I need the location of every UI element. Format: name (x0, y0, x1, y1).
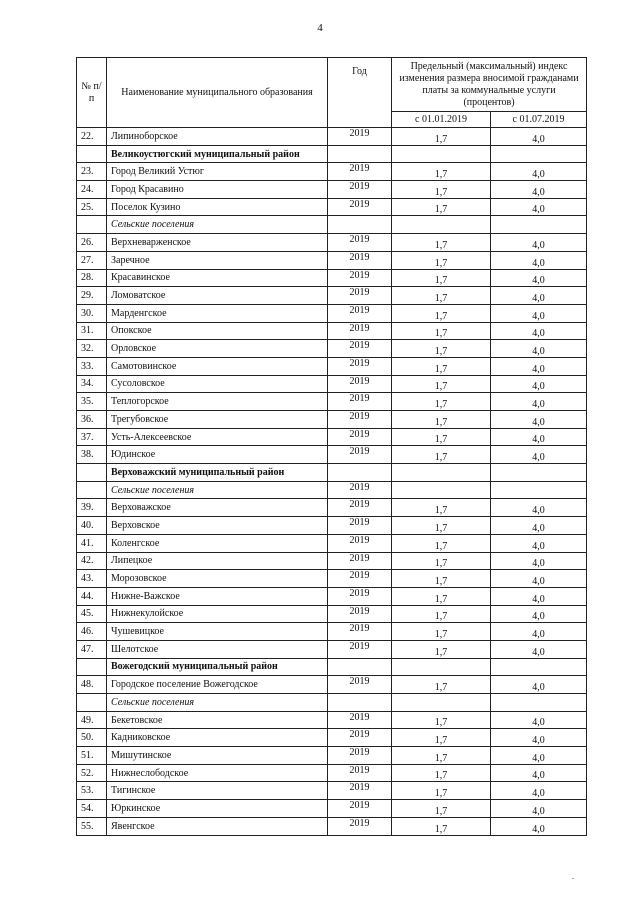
table-row (77, 304, 587, 322)
index-jan-cell: 1,7 (392, 676, 491, 694)
header-name: Наименование муниципального образования (107, 58, 328, 128)
table-row (77, 393, 587, 411)
index-jul-cell: 4,0 (491, 817, 587, 835)
municipality-name: Сельские поселения (107, 481, 328, 499)
table-row (77, 711, 587, 729)
index-jul-cell: 4,0 (491, 499, 587, 517)
index-jul-cell: 4,0 (491, 128, 587, 146)
index-jan-cell: 1,7 (392, 269, 491, 287)
row-number: 25. (77, 198, 107, 216)
table-row (77, 605, 587, 623)
index-jul-cell: 4,0 (491, 800, 587, 818)
year-cell: 2019 (328, 587, 392, 605)
index-jan-cell (392, 481, 491, 499)
index-jul-cell: 4,0 (491, 322, 587, 340)
row-number: 50. (77, 729, 107, 747)
index-jul-cell: 4,0 (491, 517, 587, 535)
table-row (77, 446, 587, 464)
year-cell: 2019 (328, 251, 392, 269)
index-jul-cell: 4,0 (491, 269, 587, 287)
table-row (77, 269, 587, 287)
year-cell: 2019 (328, 287, 392, 305)
municipality-name: Бекетовское (107, 711, 328, 729)
index-jan-cell: 1,7 (392, 357, 491, 375)
year-cell (328, 145, 392, 163)
table-row (77, 198, 587, 216)
municipality-name: Липиноборское (107, 128, 328, 146)
municipality-name: Марденгское (107, 304, 328, 322)
municipality-name: Кадниковское (107, 729, 328, 747)
municipality-name: Чушевицкое (107, 623, 328, 641)
index-jan-cell: 1,7 (392, 711, 491, 729)
table-row (77, 128, 587, 146)
index-jul-cell: 4,0 (491, 163, 587, 181)
subheading-row (77, 216, 587, 234)
index-jul-cell: 4,0 (491, 711, 587, 729)
year-cell: 2019 (328, 570, 392, 588)
year-cell: 2019 (328, 711, 392, 729)
row-number: 53. (77, 782, 107, 800)
row-number: 30. (77, 304, 107, 322)
municipality-name: Верховажское (107, 499, 328, 517)
table-row (77, 340, 587, 358)
index-jan-cell: 1,7 (392, 782, 491, 800)
year-cell: 2019 (328, 534, 392, 552)
municipality-name: Явенгское (107, 817, 328, 835)
index-jul-cell (491, 216, 587, 234)
year-cell: 2019 (328, 782, 392, 800)
year-cell: 2019 (328, 428, 392, 446)
municipality-name: Великоустюгский муниципальный район (107, 145, 328, 163)
index-jan-cell: 1,7 (392, 747, 491, 765)
table-row (77, 800, 587, 818)
index-jul-cell (491, 658, 587, 676)
municipality-name: Самотовинское (107, 357, 328, 375)
table-row (77, 552, 587, 570)
row-number: 55. (77, 817, 107, 835)
district-row (77, 145, 587, 163)
municipality-name: Сусоловское (107, 375, 328, 393)
index-jul-cell: 4,0 (491, 304, 587, 322)
index-jul-cell: 4,0 (491, 251, 587, 269)
table-body (77, 128, 587, 836)
index-jan-cell: 1,7 (392, 304, 491, 322)
row-number: 24. (77, 181, 107, 199)
municipality-name: Мишутинское (107, 747, 328, 765)
row-number: 49. (77, 711, 107, 729)
index-jul-cell: 4,0 (491, 623, 587, 641)
index-jul-cell: 4,0 (491, 605, 587, 623)
header-index: Предельный (максимальный) индекс изменения размера вносимой гражданами платы за коммунальные услуги (процентов) (392, 58, 587, 112)
table-row (77, 181, 587, 199)
row-number: 52. (77, 764, 107, 782)
index-jul-cell: 4,0 (491, 782, 587, 800)
year-cell: 2019 (328, 764, 392, 782)
municipality-name: Заречное (107, 251, 328, 269)
index-jul-cell: 4,0 (491, 534, 587, 552)
index-jul-cell: 4,0 (491, 411, 587, 429)
index-jul-cell: 4,0 (491, 375, 587, 393)
index-jan-cell (392, 145, 491, 163)
year-cell: 2019 (328, 817, 392, 835)
row-number (77, 216, 107, 234)
index-jan-cell: 1,7 (392, 764, 491, 782)
table-row (77, 640, 587, 658)
table-row (77, 375, 587, 393)
index-jan-cell: 1,7 (392, 393, 491, 411)
tariff-index-table (76, 57, 587, 836)
year-cell: 2019 (328, 375, 392, 393)
index-jan-cell: 1,7 (392, 587, 491, 605)
municipality-name: Нижнекулойское (107, 605, 328, 623)
municipality-name: Ломоватское (107, 287, 328, 305)
row-number: 40. (77, 517, 107, 535)
table-row (77, 499, 587, 517)
year-cell: 2019 (328, 729, 392, 747)
index-jan-cell: 1,7 (392, 800, 491, 818)
page-number: 4 (317, 22, 323, 34)
index-jan-cell: 1,7 (392, 534, 491, 552)
index-jul-cell: 4,0 (491, 446, 587, 464)
row-number: 45. (77, 605, 107, 623)
row-number: 54. (77, 800, 107, 818)
municipality-name: Морозовское (107, 570, 328, 588)
index-jul-cell: 4,0 (491, 181, 587, 199)
index-jul-cell: 4,0 (491, 587, 587, 605)
municipality-name: Сельские поселения (107, 216, 328, 234)
header-date2: с 01.07.2019 (491, 112, 587, 128)
municipality-name: Город Великий Устюг (107, 163, 328, 181)
table-row (77, 251, 587, 269)
index-jul-cell: 4,0 (491, 234, 587, 252)
index-jan-cell: 1,7 (392, 287, 491, 305)
table-row (77, 587, 587, 605)
table-row (77, 729, 587, 747)
municipality-name: Поселок Кузино (107, 198, 328, 216)
row-number (77, 658, 107, 676)
year-cell: 2019 (328, 322, 392, 340)
index-jul-cell (491, 694, 587, 712)
table-row (77, 570, 587, 588)
header-num: № п/п (77, 58, 107, 128)
index-jul-cell (491, 464, 587, 482)
row-number: 32. (77, 340, 107, 358)
municipality-name: Нижнеслободское (107, 764, 328, 782)
row-number: 51. (77, 747, 107, 765)
year-cell (328, 694, 392, 712)
index-jan-cell: 1,7 (392, 411, 491, 429)
year-cell: 2019 (328, 640, 392, 658)
year-cell: 2019 (328, 676, 392, 694)
table-row (77, 163, 587, 181)
index-jan-cell (392, 464, 491, 482)
year-cell: 2019 (328, 446, 392, 464)
year-cell: 2019 (328, 198, 392, 216)
header-date1: с 01.01.2019 (392, 112, 491, 128)
index-jul-cell: 4,0 (491, 198, 587, 216)
index-jan-cell (392, 216, 491, 234)
year-cell: 2019 (328, 623, 392, 641)
subheading-row (77, 694, 587, 712)
row-number: 43. (77, 570, 107, 588)
municipality-name: Опокское (107, 322, 328, 340)
table-row (77, 676, 587, 694)
year-cell: 2019 (328, 234, 392, 252)
municipality-name: Орловское (107, 340, 328, 358)
row-number: 34. (77, 375, 107, 393)
index-jul-cell (491, 481, 587, 499)
municipality-name: Красавинское (107, 269, 328, 287)
index-jan-cell: 1,7 (392, 234, 491, 252)
year-cell: 2019 (328, 481, 392, 499)
municipality-name: Трегубовское (107, 411, 328, 429)
municipality-name: Юдинское (107, 446, 328, 464)
row-number: 38. (77, 446, 107, 464)
municipality-name: Верхневарженское (107, 234, 328, 252)
year-cell: 2019 (328, 393, 392, 411)
index-jan-cell (392, 658, 491, 676)
index-jan-cell: 1,7 (392, 375, 491, 393)
municipality-name: Городское поселение Вожегодское (107, 676, 328, 694)
municipality-name: Коленгское (107, 534, 328, 552)
year-cell: 2019 (328, 340, 392, 358)
municipality-name: Сельские поселения (107, 694, 328, 712)
table-row (77, 534, 587, 552)
row-number: 31. (77, 322, 107, 340)
row-number: 33. (77, 357, 107, 375)
table-row (77, 517, 587, 535)
index-jul-cell: 4,0 (491, 287, 587, 305)
row-number (77, 145, 107, 163)
municipality-name: Вожегодский муниципальный район (107, 658, 328, 676)
municipality-name: Нижне-Важское (107, 587, 328, 605)
district-row (77, 464, 587, 482)
municipality-name: Липецкое (107, 552, 328, 570)
index-jul-cell: 4,0 (491, 340, 587, 358)
municipality-name: Тигинское (107, 782, 328, 800)
index-jul-cell: 4,0 (491, 570, 587, 588)
index-jul-cell: 4,0 (491, 357, 587, 375)
table-row (77, 322, 587, 340)
row-number: 27. (77, 251, 107, 269)
index-jan-cell: 1,7 (392, 623, 491, 641)
table-row (77, 287, 587, 305)
table-row (77, 234, 587, 252)
index-jul-cell: 4,0 (491, 393, 587, 411)
row-number: 22. (77, 128, 107, 146)
year-cell (328, 658, 392, 676)
row-number (77, 694, 107, 712)
year-cell: 2019 (328, 163, 392, 181)
index-jan-cell: 1,7 (392, 198, 491, 216)
index-jan-cell: 1,7 (392, 605, 491, 623)
index-jan-cell (392, 694, 491, 712)
index-jan-cell: 1,7 (392, 251, 491, 269)
index-jul-cell: 4,0 (491, 747, 587, 765)
year-cell (328, 464, 392, 482)
header-year: Год (328, 58, 392, 128)
year-cell: 2019 (328, 304, 392, 322)
municipality-name: Теплогорское (107, 393, 328, 411)
row-number: 23. (77, 163, 107, 181)
municipality-name: Юркинское (107, 800, 328, 818)
footer-mark: . (572, 872, 574, 881)
index-jan-cell: 1,7 (392, 640, 491, 658)
municipality-name: Верховажский муниципальный район (107, 464, 328, 482)
row-number: 28. (77, 269, 107, 287)
table-row (77, 782, 587, 800)
year-cell: 2019 (328, 605, 392, 623)
index-jan-cell: 1,7 (392, 517, 491, 535)
row-number (77, 481, 107, 499)
index-jul-cell: 4,0 (491, 640, 587, 658)
municipality-name: Верховское (107, 517, 328, 535)
index-jan-cell: 1,7 (392, 570, 491, 588)
index-jan-cell: 1,7 (392, 340, 491, 358)
table-row (77, 428, 587, 446)
table-row (77, 747, 587, 765)
row-number (77, 464, 107, 482)
index-jul-cell (491, 145, 587, 163)
index-jan-cell: 1,7 (392, 446, 491, 464)
row-number: 35. (77, 393, 107, 411)
year-cell: 2019 (328, 499, 392, 517)
year-cell: 2019 (328, 269, 392, 287)
municipality-name: Усть-Алексеевское (107, 428, 328, 446)
row-number: 48. (77, 676, 107, 694)
index-jul-cell: 4,0 (491, 676, 587, 694)
index-jan-cell: 1,7 (392, 729, 491, 747)
subheading-row (77, 481, 587, 499)
index-jan-cell: 1,7 (392, 181, 491, 199)
row-number: 44. (77, 587, 107, 605)
year-cell: 2019 (328, 747, 392, 765)
year-cell: 2019 (328, 517, 392, 535)
municipality-name: Шелотское (107, 640, 328, 658)
row-number: 36. (77, 411, 107, 429)
row-number: 47. (77, 640, 107, 658)
row-number: 39. (77, 499, 107, 517)
year-cell: 2019 (328, 181, 392, 199)
row-number: 41. (77, 534, 107, 552)
table-row (77, 411, 587, 429)
index-jul-cell: 4,0 (491, 764, 587, 782)
table-row (77, 623, 587, 641)
district-row (77, 658, 587, 676)
row-number: 46. (77, 623, 107, 641)
row-number: 42. (77, 552, 107, 570)
municipality-name: Город Красавино (107, 181, 328, 199)
index-jan-cell: 1,7 (392, 817, 491, 835)
row-number: 29. (77, 287, 107, 305)
index-jan-cell: 1,7 (392, 552, 491, 570)
year-cell: 2019 (328, 411, 392, 429)
row-number: 37. (77, 428, 107, 446)
table-row (77, 357, 587, 375)
index-jan-cell: 1,7 (392, 163, 491, 181)
index-jan-cell: 1,7 (392, 322, 491, 340)
index-jul-cell: 4,0 (491, 729, 587, 747)
row-number: 26. (77, 234, 107, 252)
index-jan-cell: 1,7 (392, 499, 491, 517)
year-cell (328, 216, 392, 234)
year-cell: 2019 (328, 800, 392, 818)
year-cell: 2019 (328, 552, 392, 570)
index-jan-cell: 1,7 (392, 128, 491, 146)
index-jan-cell: 1,7 (392, 428, 491, 446)
table-row (77, 764, 587, 782)
index-jul-cell: 4,0 (491, 552, 587, 570)
table-row (77, 817, 587, 835)
year-cell: 2019 (328, 128, 392, 146)
year-cell: 2019 (328, 357, 392, 375)
index-jul-cell: 4,0 (491, 428, 587, 446)
